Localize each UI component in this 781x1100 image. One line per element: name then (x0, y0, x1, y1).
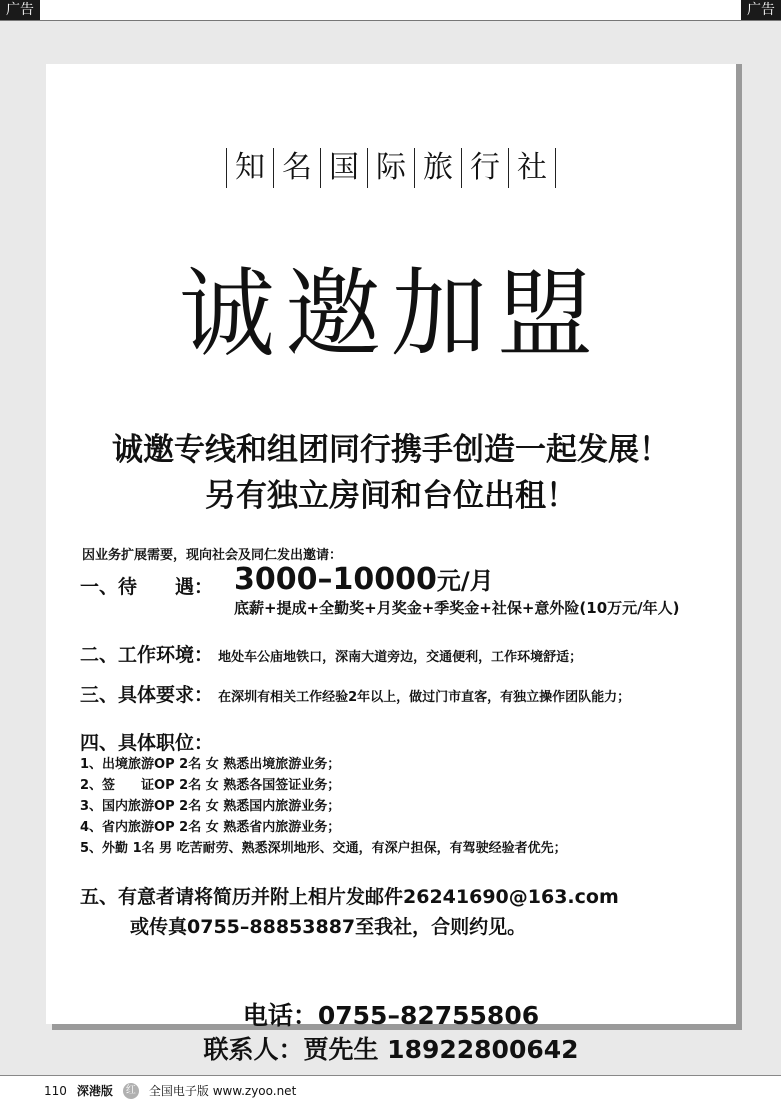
requirements-text: 在深圳有相关工作经验2年以上，做过门市直客，有独立操作团队能力； (218, 690, 631, 705)
brand-char: 行 (461, 148, 508, 188)
salary-label: 一、待 遇： (80, 576, 214, 598)
sheet-shadow (736, 66, 742, 1028)
apply-line-2: 或传真0755–88853887至我社，合则约见。 (130, 916, 527, 938)
footer-divider (0, 1075, 781, 1076)
positions-label: 四、具体职位： (80, 732, 214, 754)
salary-amount: 3000–10000 (234, 562, 437, 597)
brand-char: 旅 (414, 148, 461, 188)
ad-tag-left: 广告 (0, 0, 40, 20)
env-label: 二、工作环境： (80, 644, 214, 666)
requirements-row (80, 680, 630, 707)
list-item: 5、外勤 1名 男 吃苦耐劳、熟悉深圳地形、交通，有深户担保，有驾驶经验者优先； (80, 841, 567, 856)
requirements-label: 三、具体要求： (80, 684, 214, 706)
page-footer (44, 1082, 296, 1099)
agency-name (46, 148, 736, 188)
contact-person: 联系人：贾先生 18922800642 (203, 1035, 579, 1064)
salary-value (234, 561, 494, 597)
list-item: 3、国内旅游OP 2名 女 熟悉国内旅游业务； (80, 799, 341, 814)
brand-char: 际 (367, 148, 414, 188)
ad-tag-right: 广告 (741, 0, 781, 20)
phone-number: 电话：0755–82755806 (242, 1001, 540, 1030)
brand-char: 国 (320, 148, 367, 188)
page-number: 110 (44, 1083, 67, 1098)
website-link[interactable]: 全国电子版 www.zyoo.net (148, 1084, 297, 1098)
apply-line-1: 五、有意者请将简历并附上相片发邮件26241690@163.com (80, 886, 619, 908)
publisher-logo-icon: 红 (123, 1083, 139, 1099)
list-item: 2、签 证OP 2名 女 熟悉各国签证业务； (80, 778, 341, 793)
intro-text: 因业务扩展需要，现向社会及同仁发出邀请： (82, 548, 343, 563)
slogan-line-2: 另有独立房间和台位出租！ (205, 478, 577, 514)
list-item: 4、省内旅游OP 2名 女 熟悉省内旅游业务； (80, 820, 341, 835)
list-item: 1、出境旅游OP 2名 女 熟悉出境旅游业务； (80, 757, 341, 772)
headline: 诚邀加盟 (179, 258, 603, 370)
edition-label: 深港版 (76, 1084, 113, 1098)
env-text: 地处车公庙地铁口，深南大道旁边，交通便利，工作环境舒适； (218, 650, 583, 665)
env-row (80, 640, 582, 667)
slogan-line-1: 诚邀专线和组团同行携手创造一起发展！ (112, 432, 670, 468)
brand-char: 名 (273, 148, 320, 188)
salary-detail: 底薪+提成+全勤奖+月奖金+季奖金+社保+意外险(10万元/年人) (234, 599, 680, 617)
positions-list (80, 754, 567, 859)
ad-sheet (46, 64, 736, 1064)
brand-char: 知 (226, 148, 273, 188)
brand-char: 社 (508, 148, 556, 188)
salary-unit: 元/月 (436, 567, 494, 595)
